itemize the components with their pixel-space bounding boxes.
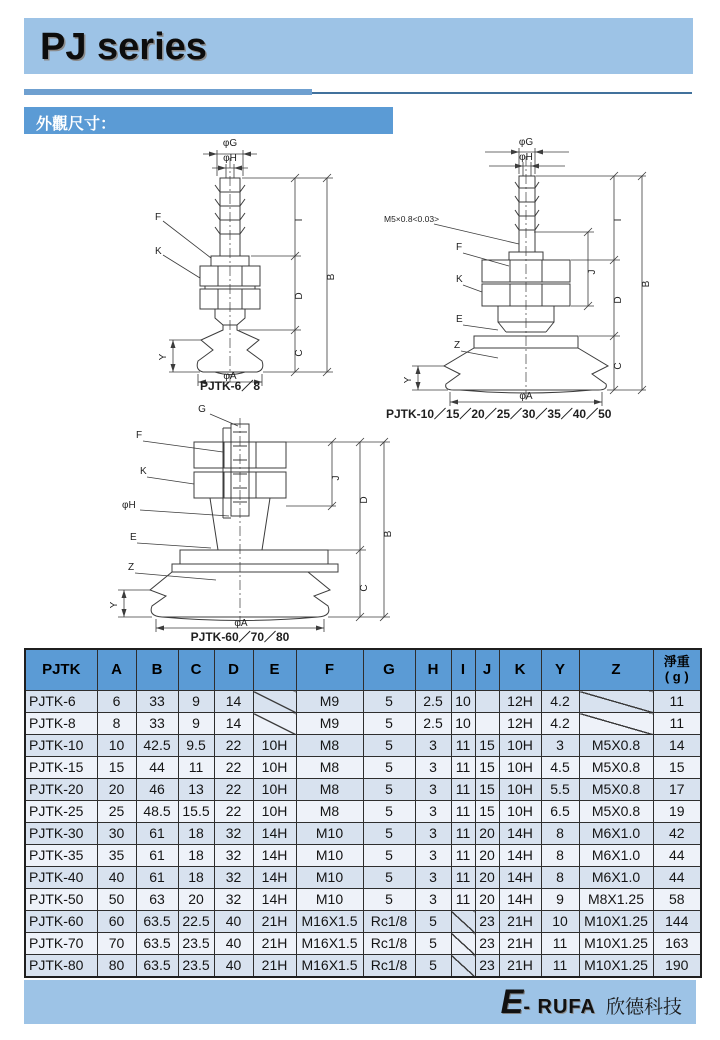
value-cell: M8 — [296, 735, 363, 757]
value-cell: M5X0.8 — [579, 757, 653, 779]
value-cell — [253, 713, 296, 735]
value-cell: 14 — [214, 691, 253, 713]
value-cell: 5 — [363, 691, 415, 713]
value-cell: 20 — [475, 889, 499, 911]
dim-label-phiA: φA — [234, 618, 248, 629]
value-cell: 9.5 — [178, 735, 214, 757]
value-cell: M8 — [296, 757, 363, 779]
value-cell: 63.5 — [136, 933, 178, 955]
dim-label-Y: Y — [109, 601, 120, 609]
value-cell: 10 — [97, 735, 136, 757]
value-cell: 23.5 — [178, 955, 214, 978]
value-cell: 163 — [653, 933, 701, 955]
value-cell: M10X1.25 — [579, 911, 653, 933]
value-cell: 5 — [363, 735, 415, 757]
value-cell: 8 — [541, 845, 579, 867]
value-cell: 14H — [253, 889, 296, 911]
value-cell: 14H — [499, 845, 541, 867]
value-cell: 44 — [136, 757, 178, 779]
value-cell: 8 — [541, 823, 579, 845]
value-cell: 190 — [653, 955, 701, 978]
value-cell: 3 — [415, 867, 451, 889]
value-cell: 5 — [363, 713, 415, 735]
value-cell: 5 — [415, 955, 451, 978]
dim-label-E: E — [456, 314, 463, 325]
value-cell: 5 — [363, 845, 415, 867]
dim-label-Z: Z — [454, 340, 461, 351]
value-cell: 5 — [363, 823, 415, 845]
value-cell: 58 — [653, 889, 701, 911]
value-cell: 63 — [136, 889, 178, 911]
line-art — [150, 418, 338, 626]
value-cell: M5X0.8 — [579, 735, 653, 757]
dim-label-B: B — [326, 273, 337, 281]
col-header-f: F — [296, 649, 363, 691]
dim-label-C: C — [294, 349, 305, 357]
value-cell: 5 — [363, 779, 415, 801]
value-cell: 17 — [653, 779, 701, 801]
model-cell: PJTK-15 — [25, 757, 97, 779]
dim-label-D: D — [359, 496, 370, 504]
value-cell: 3 — [415, 889, 451, 911]
value-cell: 18 — [178, 867, 214, 889]
table-header-row — [25, 649, 701, 691]
table-row — [25, 801, 701, 823]
value-cell: 60 — [97, 911, 136, 933]
value-cell: 42 — [653, 823, 701, 845]
value-cell: 20 — [178, 889, 214, 911]
value-cell: 14H — [499, 823, 541, 845]
value-cell: 11 — [541, 933, 579, 955]
model-cell: PJTK-80 — [25, 955, 97, 978]
value-cell: 5 — [363, 867, 415, 889]
title-divider-thick — [24, 89, 312, 95]
value-cell: 11 — [451, 735, 475, 757]
value-cell: M16X1.5 — [296, 911, 363, 933]
dim-label-E: E — [130, 532, 137, 543]
value-cell: 40 — [214, 911, 253, 933]
value-cell: 21H — [253, 933, 296, 955]
value-cell: 12H — [499, 691, 541, 713]
line-art — [444, 156, 608, 400]
value-cell: 22 — [214, 779, 253, 801]
value-cell: M9 — [296, 713, 363, 735]
model-cell: PJTK-35 — [25, 845, 97, 867]
value-cell: 10 — [451, 691, 475, 713]
value-cell: 4.2 — [541, 713, 579, 735]
value-cell: 3 — [415, 757, 451, 779]
drawing-caption: PJTK-60／70／80 — [190, 630, 290, 643]
dim-label-phiH: φH — [519, 152, 533, 163]
value-cell: 44 — [653, 867, 701, 889]
value-cell: 23 — [475, 911, 499, 933]
value-cell: 5 — [415, 933, 451, 955]
col-header-g: G — [363, 649, 415, 691]
table-row — [25, 911, 701, 933]
dimensions — [118, 414, 390, 632]
value-cell: 11 — [541, 955, 579, 978]
dim-label-B: B — [383, 530, 394, 538]
value-cell: 15 — [475, 801, 499, 823]
drawing-pjtk-10-50 — [378, 132, 673, 427]
value-cell: 10H — [499, 779, 541, 801]
value-cell: 9 — [541, 889, 579, 911]
value-cell: M8 — [296, 801, 363, 823]
value-cell — [475, 691, 499, 713]
model-cell: PJTK-30 — [25, 823, 97, 845]
dim-label-F: F — [155, 212, 162, 223]
value-cell: 8 — [541, 867, 579, 889]
value-cell — [475, 713, 499, 735]
value-cell: 25 — [97, 801, 136, 823]
value-cell: M10 — [296, 889, 363, 911]
value-cell: 20 — [475, 823, 499, 845]
value-cell: 3 — [415, 735, 451, 757]
value-cell: 11 — [653, 691, 701, 713]
value-cell: 15 — [475, 735, 499, 757]
col-header-a: A — [97, 649, 136, 691]
value-cell: 40 — [214, 933, 253, 955]
value-cell: 10H — [253, 735, 296, 757]
value-cell: 35 — [97, 845, 136, 867]
value-cell: 10H — [499, 757, 541, 779]
value-cell: 18 — [178, 845, 214, 867]
value-cell: 20 — [97, 779, 136, 801]
table-row — [25, 845, 701, 867]
value-cell: 11 — [178, 757, 214, 779]
dim-label-Y: Y — [403, 376, 414, 384]
value-cell: 10H — [499, 801, 541, 823]
value-cell: M10 — [296, 823, 363, 845]
value-cell: 32 — [214, 845, 253, 867]
footer-brand-band — [24, 980, 696, 1024]
value-cell: 6 — [97, 691, 136, 713]
value-cell: 21H — [253, 955, 296, 978]
value-cell: 5.5 — [541, 779, 579, 801]
thread-note: M5×0.8<0.03> — [384, 214, 440, 224]
drawing-caption: PJTK-10／15／20／25／30／35／40／50 — [386, 407, 612, 421]
dim-label-I: I — [294, 218, 305, 222]
value-cell: 15 — [475, 757, 499, 779]
dim-label-phiH: φH — [122, 500, 136, 511]
value-cell: 10H — [253, 801, 296, 823]
value-cell: 3 — [415, 823, 451, 845]
value-cell: 3 — [415, 845, 451, 867]
value-cell: 5 — [363, 757, 415, 779]
brand-logo-rufa: - RUFA — [523, 996, 596, 1018]
dim-label-B: B — [641, 280, 652, 288]
value-cell: 10H — [253, 757, 296, 779]
value-cell: 14H — [253, 845, 296, 867]
value-cell — [579, 713, 653, 735]
value-cell: 13 — [178, 779, 214, 801]
value-cell: 20 — [475, 845, 499, 867]
value-cell: 15 — [475, 779, 499, 801]
value-cell: 11 — [451, 867, 475, 889]
value-cell: 14 — [214, 713, 253, 735]
dim-label-phiA: φA — [223, 371, 237, 382]
value-cell: 63.5 — [136, 911, 178, 933]
section-label: 外觀尺寸： — [36, 116, 117, 133]
value-cell: 15 — [653, 757, 701, 779]
value-cell: 9 — [178, 713, 214, 735]
value-cell: 10 — [541, 911, 579, 933]
col-header-h: H — [415, 649, 451, 691]
value-cell: 8 — [97, 713, 136, 735]
dim-label-I: I — [613, 218, 624, 222]
value-cell: Rc1/8 — [363, 955, 415, 978]
value-cell: 23 — [475, 933, 499, 955]
value-cell: 3 — [541, 735, 579, 757]
value-cell: M6X1.0 — [579, 845, 653, 867]
value-cell: 6.5 — [541, 801, 579, 823]
value-cell: 61 — [136, 823, 178, 845]
value-cell: 44 — [653, 845, 701, 867]
model-cell: PJTK-25 — [25, 801, 97, 823]
value-cell: 48.5 — [136, 801, 178, 823]
value-cell: 11 — [451, 757, 475, 779]
table-row — [25, 735, 701, 757]
table-row — [25, 955, 701, 978]
dim-label-J: J — [587, 269, 598, 275]
value-cell: 11 — [451, 801, 475, 823]
drawing-pjtk-60-80-svg — [78, 398, 398, 643]
model-cell: PJTK-50 — [25, 889, 97, 911]
value-cell: M10 — [296, 867, 363, 889]
value-cell: M16X1.5 — [296, 933, 363, 955]
value-cell: 18 — [178, 823, 214, 845]
value-cell: 14H — [499, 889, 541, 911]
value-cell: M10X1.25 — [579, 933, 653, 955]
page-title: PJ series — [40, 26, 207, 68]
dim-label-K: K — [140, 466, 147, 477]
value-cell: 11 — [451, 823, 475, 845]
col-header-j: J — [475, 649, 499, 691]
value-cell: M8X1.25 — [579, 889, 653, 911]
value-cell: 15 — [97, 757, 136, 779]
value-cell: 14H — [253, 823, 296, 845]
value-cell: 22 — [214, 735, 253, 757]
value-cell: 33 — [136, 691, 178, 713]
value-cell: 32 — [214, 889, 253, 911]
dim-label-phiH: φH — [223, 153, 237, 164]
value-cell — [253, 691, 296, 713]
value-cell: 42.5 — [136, 735, 178, 757]
dim-label-phiA: φA — [519, 391, 533, 402]
value-cell: 5 — [363, 801, 415, 823]
value-cell: 21H — [499, 933, 541, 955]
drawing-caption: PJTK-6／8 — [199, 379, 261, 392]
value-cell: 12H — [499, 713, 541, 735]
value-cell — [451, 933, 475, 955]
table-row — [25, 713, 701, 735]
value-cell — [451, 955, 475, 978]
value-cell: M10 — [296, 845, 363, 867]
value-cell: 32 — [214, 867, 253, 889]
value-cell: M16X1.5 — [296, 955, 363, 978]
value-cell: M5X0.8 — [579, 801, 653, 823]
value-cell: Rc1/8 — [363, 933, 415, 955]
table-row — [25, 867, 701, 889]
value-cell: 2.5 — [415, 713, 451, 735]
dim-label-phiG: φG — [222, 138, 238, 149]
dim-label-F: F — [136, 430, 143, 441]
dim-label-K: K — [456, 274, 463, 285]
value-cell — [579, 691, 653, 713]
value-cell: 33 — [136, 713, 178, 735]
value-cell: 19 — [653, 801, 701, 823]
drawing-pjtk-6-8 — [105, 132, 355, 397]
spec-table — [24, 648, 702, 978]
dim-label-Y: Y — [158, 353, 169, 361]
value-cell: 11 — [653, 713, 701, 735]
dim-label-F: F — [456, 242, 463, 253]
value-cell: 14H — [499, 867, 541, 889]
value-cell: 61 — [136, 845, 178, 867]
model-cell: PJTK-20 — [25, 779, 97, 801]
company-name: 欣德科技 — [605, 997, 682, 1018]
value-cell: 5 — [415, 911, 451, 933]
model-cell: PJTK-10 — [25, 735, 97, 757]
value-cell: M8 — [296, 779, 363, 801]
col-header-b: B — [136, 649, 178, 691]
table-row — [25, 933, 701, 955]
col-header-pjtk: PJTK — [25, 649, 97, 691]
dim-label-Z: Z — [128, 562, 135, 573]
col-header-i: I — [451, 649, 475, 691]
col-header-y: Y — [541, 649, 579, 691]
value-cell: 23 — [475, 955, 499, 978]
value-cell: 21H — [253, 911, 296, 933]
value-cell: 40 — [97, 867, 136, 889]
value-cell: 144 — [653, 911, 701, 933]
value-cell: M6X1.0 — [579, 867, 653, 889]
section-header — [24, 107, 393, 134]
dim-label-C: C — [359, 584, 370, 592]
value-cell: 21H — [499, 911, 541, 933]
model-cell: PJTK-40 — [25, 867, 97, 889]
value-cell: 40 — [214, 955, 253, 978]
value-cell: 11 — [451, 889, 475, 911]
value-cell: Rc1/8 — [363, 911, 415, 933]
dim-label-K: K — [155, 246, 162, 257]
value-cell: 23.5 — [178, 933, 214, 955]
value-cell: 4.2 — [541, 691, 579, 713]
model-cell: PJTK-70 — [25, 933, 97, 955]
table-row — [25, 757, 701, 779]
value-cell: 50 — [97, 889, 136, 911]
spec-table-container — [24, 648, 700, 978]
value-cell: 46 — [136, 779, 178, 801]
table-row — [25, 691, 701, 713]
value-cell: 10H — [253, 779, 296, 801]
model-cell: PJTK-8 — [25, 713, 97, 735]
value-cell: 30 — [97, 823, 136, 845]
col-header-z: Z — [579, 649, 653, 691]
value-cell: 22 — [214, 801, 253, 823]
drawing-pjtk-10-50-svg — [378, 132, 673, 422]
brand-logo-e: E — [500, 983, 524, 1021]
value-cell: 10H — [499, 735, 541, 757]
title-band — [24, 18, 693, 74]
value-cell: M10X1.25 — [579, 955, 653, 978]
value-cell: 61 — [136, 867, 178, 889]
value-cell: 80 — [97, 955, 136, 978]
value-cell: 14H — [253, 867, 296, 889]
col-header-e: E — [253, 649, 296, 691]
dim-label-D: D — [613, 296, 624, 304]
value-cell: M5X0.8 — [579, 779, 653, 801]
col-header-weight: 淨重 ( g ) — [653, 649, 701, 691]
value-cell — [451, 911, 475, 933]
table-row — [25, 889, 701, 911]
col-header-k: K — [499, 649, 541, 691]
dim-label-phiG: φG — [518, 137, 534, 148]
drawing-pjtk-60-80 — [78, 398, 398, 648]
value-cell: 4.5 — [541, 757, 579, 779]
value-cell: 32 — [214, 823, 253, 845]
value-cell: 22.5 — [178, 911, 214, 933]
value-cell: 15.5 — [178, 801, 214, 823]
value-cell: 63.5 — [136, 955, 178, 978]
dim-label-D: D — [294, 292, 305, 300]
value-cell: 22 — [214, 757, 253, 779]
spec-table-body — [25, 691, 701, 978]
dim-label-J: J — [331, 475, 342, 481]
value-cell: M9 — [296, 691, 363, 713]
value-cell: 20 — [475, 867, 499, 889]
value-cell: 70 — [97, 933, 136, 955]
table-row — [25, 779, 701, 801]
dim-label-C: C — [613, 362, 624, 370]
value-cell: 5 — [363, 889, 415, 911]
value-cell: 9 — [178, 691, 214, 713]
model-cell: PJTK-60 — [25, 911, 97, 933]
model-cell: PJTK-6 — [25, 691, 97, 713]
value-cell: 11 — [451, 779, 475, 801]
value-cell: M6X1.0 — [579, 823, 653, 845]
value-cell: 2.5 — [415, 691, 451, 713]
value-cell: 3 — [415, 801, 451, 823]
value-cell: 21H — [499, 955, 541, 978]
col-header-d: D — [214, 649, 253, 691]
dim-label-G: G — [198, 404, 206, 415]
value-cell: 10 — [451, 713, 475, 735]
value-cell: 3 — [415, 779, 451, 801]
table-row — [25, 823, 701, 845]
col-header-c: C — [178, 649, 214, 691]
value-cell: 11 — [451, 845, 475, 867]
drawing-pjtk-6-8-svg — [105, 132, 355, 392]
line-art — [197, 158, 263, 382]
value-cell: 14 — [653, 735, 701, 757]
